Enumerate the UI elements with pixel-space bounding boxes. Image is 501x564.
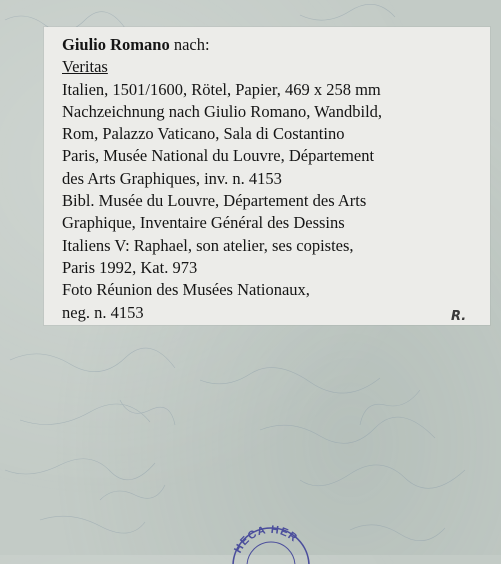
catalog-text [62,34,482,324]
handwritten-mark: R. [451,309,467,324]
stamp-text: HECA HER [232,524,300,556]
text-line-2: Nachzeichnung nach Giulio Romano, Wandbild, [62,101,383,121]
artwork-title: Veritas [62,57,108,77]
text-line-7: Graphique, Inventaire Général des Dessins [62,213,345,233]
text-line-9: Paris 1992, Kat. 973 [62,257,198,277]
text-line-11: neg. n. 4153 [62,302,144,322]
text-line-1: Italien, 1501/1600, Rötel, Papier, 469 x 258 mm [62,79,381,99]
heading-line [62,34,482,56]
text-line-5: des Arts Graphiques, inv. n. 4153 [62,168,282,188]
text-line-8: Italiens V: Raphael, son atelier, ses copistes, [62,235,354,255]
artist-suffix: nach: [169,35,210,54]
text-line-10: Foto Réunion des Musées Nationaux, [62,280,310,300]
text-line-6: Bibl. Musée du Louvre, Département des Arts [62,191,367,211]
text-line-4: Paris, Musée National du Louvre, Département [62,146,375,166]
library-stamp [228,524,314,564]
text-line-3: Rom, Palazzo Vaticano, Sala di Costantino [62,124,345,144]
artist-name: Giulio Romano [62,35,170,54]
